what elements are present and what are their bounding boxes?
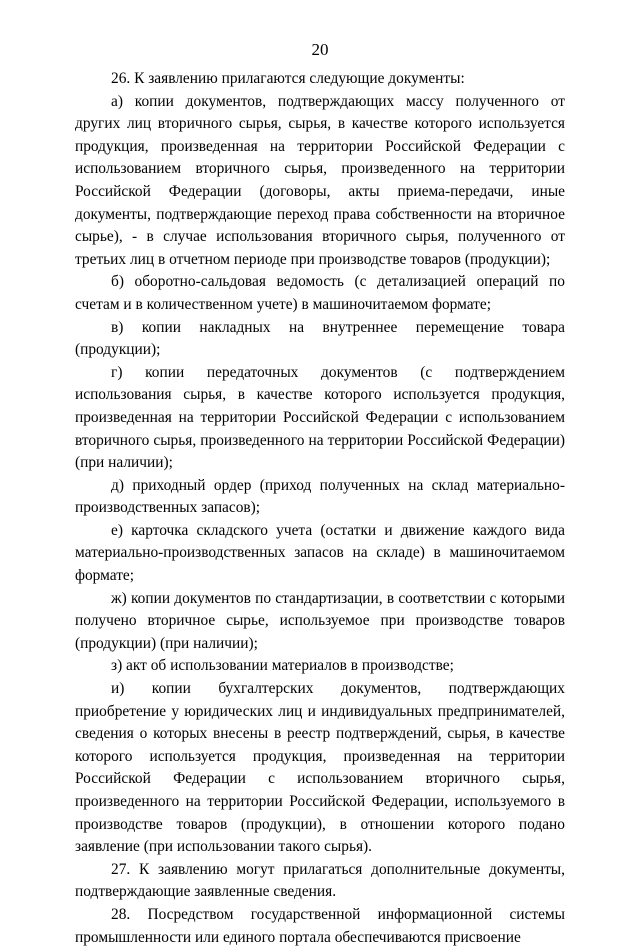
page-number: 20	[311, 40, 329, 59]
list-item-a: а) копии документов, подтверждающих массу полученного от других лиц вторичного сырья, сырья, в качестве которого используется продукция, произведенная на территории Российской Федерации с использованием вторичного сырья, произведенного на территории Российской Федерации (договоры, акты приема-передачи, иные документы, подтверждающие переход права собственности на вторичное сырье), - в случае использования вторичного сырья, полученного от третьих лиц в отчетном периоде при производстве товаров (продукции);	[75, 92, 565, 268]
list-item-i: и) копии бухгалтерских документов, подтверждающих приобретение у юридических лиц и индивидуальных предпринимателей, сведения о которых внесены в реестр подтверждений, сырья, в качестве которого используется продукция, произведенная на территории Российской Федерации с использованием вторичного сырья, произведенного на территории Российской Федерации, используемого в производстве товаров (продукции), в отношении которого подано заявление (при использовании такого сырья).	[75, 680, 565, 856]
list-item-z: з) акт об использовании материалов в производстве;	[111, 657, 454, 675]
list-item-e: е) карточка складского учета (остатки и движение каждого вида материально-производственных запасов на складе) в машиночитаемом формате;	[75, 521, 565, 585]
document-body	[75, 68, 565, 949]
list-item-zh: ж) копии документов по стандартизации, в соответствии с которыми получено вторичное сырье, используемое при производстве товаров (продукции) (при наличии);	[75, 589, 565, 652]
paragraph-27: 27. К заявлению могут прилагаться дополнительные документы, подтверждающие заявленные сведения.	[75, 860, 565, 901]
list-item-v: в) копии накладных на внутреннее перемещение товара (продукции);	[75, 318, 565, 359]
list-item-b: б) оборотно-сальдовая ведомость (с детализацией операций по счетам и в количественном учете) в машиночитаемом формате;	[75, 273, 565, 313]
paragraph-26-intro: 26. К заявлению прилагаются следующие документы:	[111, 70, 465, 87]
paragraph-28: 28. Посредством государственной информационной системы промышленности или единого портала обеспечиваются присвоение	[75, 905, 565, 946]
list-item-d: д) приходный ордер (приход полученных на склад материально-производственных запасов);	[75, 476, 565, 517]
list-item-g: г) копии передаточных документов (с подтверждением использования сырья, в качестве которого используется продукция, произведенная на территории Российской Федерации с использованием вторичного сырья, произведенного на территории Российской Федерации) (при наличии);	[75, 363, 565, 472]
